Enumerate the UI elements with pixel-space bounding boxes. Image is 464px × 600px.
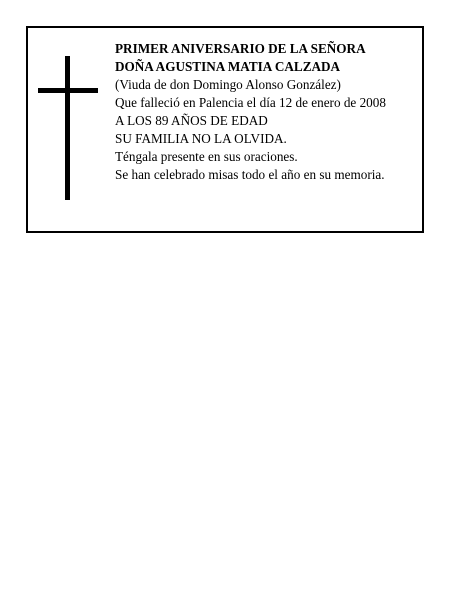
prayers-line: Téngala presente en sus oraciones.	[115, 149, 298, 164]
family-line: SU FAMILIA NO LA OLVIDA.	[115, 131, 287, 146]
age-line: A LOS 89 AÑOS DE EDAD	[115, 113, 268, 128]
cross-horizontal-bar	[38, 88, 98, 93]
deceased-name: DOÑA AGUSTINA MATIA CALZADA	[115, 59, 341, 74]
anniversary-title: PRIMER ANIVERSARIO DE LA SEÑORA	[115, 41, 366, 56]
obituary-notice	[26, 26, 424, 233]
widow-of-line: (Viuda de don Domingo Alonso González)	[115, 77, 341, 92]
death-line: Que falleció en Palencia el día 12 de enero de 2008	[115, 95, 386, 110]
latin-cross-icon	[38, 56, 100, 200]
masses-line: Se han celebrado misas todo el año en su memoria.	[115, 167, 385, 182]
cross-vertical-bar	[65, 56, 70, 200]
notice-text	[115, 40, 420, 184]
